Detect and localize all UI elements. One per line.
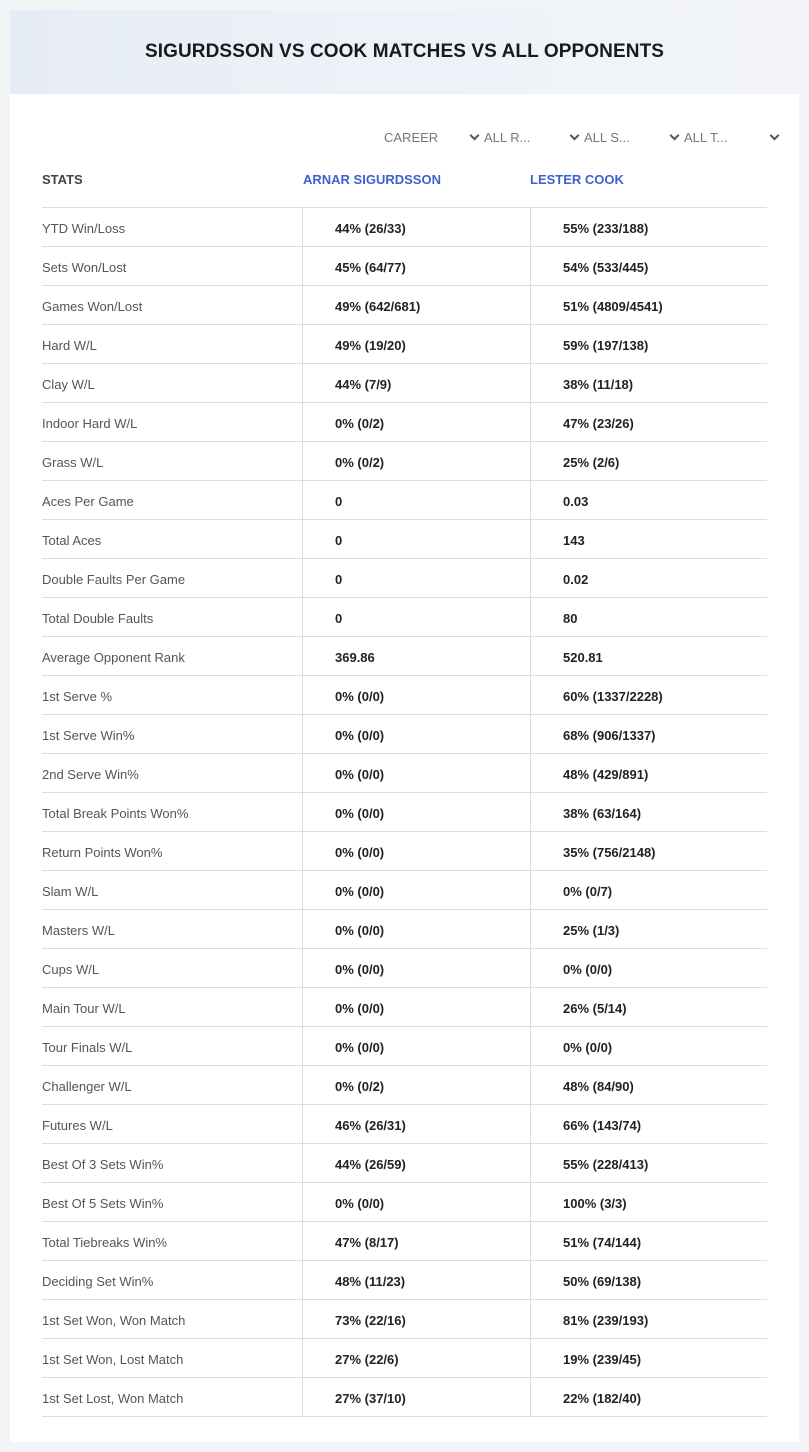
stat-label: Total Break Points Won%: [42, 805, 189, 821]
player1-stat-value: 0% (0/0): [302, 715, 530, 753]
player2-stat-value: 80: [530, 598, 767, 636]
player1-stat-value: 48% (11/23): [302, 1261, 530, 1299]
stat-label: Grass W/L: [42, 454, 104, 470]
player1-stat-value: 49% (19/20): [302, 325, 530, 363]
player2-stat-value: 100% (3/3): [530, 1183, 767, 1221]
player1-stat-value: 0% (0/2): [302, 1066, 530, 1104]
table-row: [42, 715, 767, 754]
stat-label: YTD Win/Loss: [42, 220, 126, 236]
player2-stat-value: 81% (239/193): [530, 1300, 767, 1338]
player1-stat-value: 0% (0/0): [302, 871, 530, 909]
table-row: [42, 442, 767, 481]
table-row: [42, 208, 767, 247]
chevron-down-icon: [470, 130, 480, 140]
player2-stat-value: 48% (429/891): [530, 754, 767, 792]
table-row: [42, 1378, 767, 1417]
table-row: [42, 637, 767, 676]
player1-stat-value: 44% (26/59): [302, 1144, 530, 1182]
player2-stat-value: 26% (5/14): [530, 988, 767, 1026]
table-row: [42, 1066, 767, 1105]
filter-round-select[interactable]: [484, 128, 584, 146]
table-row: [42, 364, 767, 403]
table-header: [42, 170, 767, 208]
chevron-down-icon: [770, 130, 780, 140]
table-row: [42, 1027, 767, 1066]
header-stats: STATS: [42, 172, 83, 187]
player2-stat-value: 0% (0/0): [530, 949, 767, 987]
filter-label: ALL S...: [584, 129, 630, 145]
table-row: [42, 247, 767, 286]
player1-stat-value: 0% (0/0): [302, 1183, 530, 1221]
stat-label: Indoor Hard W/L: [42, 415, 138, 431]
stat-label: Tour Finals W/L: [42, 1039, 133, 1055]
player1-stat-value: 45% (64/77): [302, 247, 530, 285]
stat-label: Total Double Faults: [42, 610, 154, 626]
table-row: [42, 481, 767, 520]
stat-label: Challenger W/L: [42, 1078, 132, 1094]
player1-stat-value: 27% (22/6): [302, 1339, 530, 1377]
player1-stat-value: 49% (642/681): [302, 286, 530, 324]
filter-tournament-select[interactable]: [684, 128, 784, 146]
player2-stat-value: 35% (756/2148): [530, 832, 767, 870]
stat-label: Deciding Set Win%: [42, 1273, 154, 1289]
table-row: [42, 520, 767, 559]
player2-stat-value: 19% (239/45): [530, 1339, 767, 1377]
player2-stat-value: 0% (0/0): [530, 1027, 767, 1065]
stat-label: Slam W/L: [42, 883, 99, 899]
player2-stat-value: 38% (63/164): [530, 793, 767, 831]
table-row: [42, 1261, 767, 1300]
stat-label: Double Faults Per Game: [42, 571, 186, 587]
table-row: [42, 676, 767, 715]
player1-stat-value: 47% (8/17): [302, 1222, 530, 1260]
player1-stat-value: 0% (0/2): [302, 403, 530, 441]
table-row: [42, 754, 767, 793]
player1-stat-value: 0% (0/0): [302, 793, 530, 831]
stat-label: 1st Serve Win%: [42, 727, 135, 743]
table-row: [42, 403, 767, 442]
stat-label: Total Tiebreaks Win%: [42, 1234, 167, 1250]
stat-label: Aces Per Game: [42, 493, 134, 509]
player2-stat-value: 50% (69/138): [530, 1261, 767, 1299]
stat-label: Main Tour W/L: [42, 1000, 126, 1016]
table-row: [42, 1222, 767, 1261]
player1-stat-value: 27% (37/10): [302, 1378, 530, 1416]
stat-label: Average Opponent Rank: [42, 649, 185, 665]
filter-label: CAREER: [384, 129, 439, 145]
player1-stat-value: 0% (0/0): [302, 1027, 530, 1065]
player2-stat-value: 25% (1/3): [530, 910, 767, 948]
player1-stat-value: 73% (22/16): [302, 1300, 530, 1338]
stats-card: [10, 10, 799, 1442]
player1-stat-value: 0% (0/0): [302, 676, 530, 714]
player2-stat-value: 59% (197/138): [530, 325, 767, 363]
player2-stat-value: 60% (1337/2228): [530, 676, 767, 714]
player2-stat-value: 51% (74/144): [530, 1222, 767, 1260]
player1-stat-value: 0% (0/0): [302, 949, 530, 987]
stat-label: Sets Won/Lost: [42, 259, 127, 275]
player2-stat-value: 520.81: [530, 637, 767, 675]
table-row: [42, 325, 767, 364]
table-row: [42, 793, 767, 832]
player2-stat-value: 54% (533/445): [530, 247, 767, 285]
player2-stat-value: 0.03: [530, 481, 767, 519]
table-row: [42, 1144, 767, 1183]
table-row: [42, 1105, 767, 1144]
player2-stat-value: 51% (4809/4541): [530, 286, 767, 324]
stat-label: 1st Set Won, Lost Match: [42, 1351, 184, 1367]
table-row: [42, 286, 767, 325]
header-player2-link[interactable]: LESTER COOK: [530, 172, 624, 187]
player1-stat-value: 44% (7/9): [302, 364, 530, 402]
table-row: [42, 559, 767, 598]
chevron-down-icon: [670, 130, 680, 140]
table-row: [42, 832, 767, 871]
player1-stat-value: 0: [302, 598, 530, 636]
chevron-down-icon: [570, 130, 580, 140]
stat-label: Cups W/L: [42, 961, 100, 977]
player2-stat-value: 68% (906/1337): [530, 715, 767, 753]
player1-stat-value: 0: [302, 481, 530, 519]
filter-career-select[interactable]: [384, 128, 484, 146]
player1-stat-value: 0% (0/0): [302, 754, 530, 792]
table-row: [42, 949, 767, 988]
stat-label: Clay W/L: [42, 376, 95, 392]
filter-surface-select[interactable]: [584, 128, 684, 146]
stats-table-body: [42, 208, 767, 1417]
table-row: [42, 910, 767, 949]
player2-stat-value: 55% (228/413): [530, 1144, 767, 1182]
stat-label: Total Aces: [42, 532, 102, 548]
stat-label: Games Won/Lost: [42, 298, 143, 314]
player2-stat-value: 0.02: [530, 559, 767, 597]
player1-stat-value: 369.86: [302, 637, 530, 675]
player2-stat-value: 47% (23/26): [530, 403, 767, 441]
filter-bar: [384, 128, 784, 146]
stat-label: Best Of 5 Sets Win%: [42, 1195, 164, 1211]
header-player1-link[interactable]: ARNAR SIGURDSSON: [303, 172, 441, 187]
player2-stat-value: 66% (143/74): [530, 1105, 767, 1143]
player2-stat-value: 55% (233/188): [530, 208, 767, 246]
filter-label: ALL R...: [484, 129, 531, 145]
stat-label: Hard W/L: [42, 337, 97, 353]
table-row: [42, 1300, 767, 1339]
filter-label: ALL T...: [684, 129, 728, 145]
stat-label: Return Points Won%: [42, 844, 163, 860]
stat-label: 2nd Serve Win%: [42, 766, 139, 782]
stat-label: Futures W/L: [42, 1117, 113, 1133]
table-row: [42, 1183, 767, 1222]
player2-stat-value: 0% (0/7): [530, 871, 767, 909]
stat-label: 1st Set Won, Won Match: [42, 1312, 186, 1328]
player2-stat-value: 25% (2/6): [530, 442, 767, 480]
player1-stat-value: 0% (0/0): [302, 910, 530, 948]
player1-stat-value: 0% (0/0): [302, 832, 530, 870]
player2-stat-value: 38% (11/18): [530, 364, 767, 402]
stat-label: 1st Set Lost, Won Match: [42, 1390, 184, 1406]
player1-stat-value: 0% (0/2): [302, 442, 530, 480]
player1-stat-value: 0% (0/0): [302, 988, 530, 1026]
table-row: [42, 598, 767, 637]
player1-stat-value: 46% (26/31): [302, 1105, 530, 1143]
stat-label: Masters W/L: [42, 922, 115, 938]
player2-stat-value: 143: [530, 520, 767, 558]
stat-label: Best Of 3 Sets Win%: [42, 1156, 164, 1172]
player1-stat-value: 44% (26/33): [302, 208, 530, 246]
page-header: [10, 10, 799, 94]
table-row: [42, 871, 767, 910]
table-row: [42, 988, 767, 1027]
player2-stat-value: 48% (84/90): [530, 1066, 767, 1104]
stat-label: 1st Serve %: [42, 688, 113, 704]
table-row: [42, 1339, 767, 1378]
page-title: SIGURDSSON VS COOK MATCHES VS ALL OPPONENTS: [144, 41, 665, 62]
player1-stat-value: 0: [302, 520, 530, 558]
player2-stat-value: 22% (182/40): [530, 1378, 767, 1416]
player1-stat-value: 0: [302, 559, 530, 597]
